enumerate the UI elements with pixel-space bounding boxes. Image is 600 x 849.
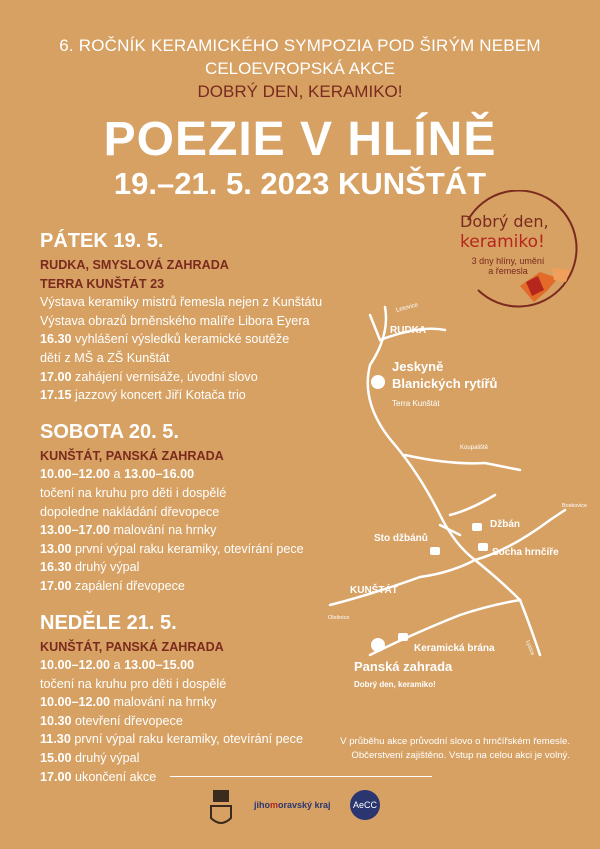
map-label-koupaliste: Koupaliště bbox=[460, 445, 489, 451]
page-subtitle: 19.–21. 5. 2023 KUNŠTÁT bbox=[113, 166, 487, 201]
item-text: Výstava obrazů brněnského malíře Libora Eyera bbox=[40, 313, 310, 328]
header-line-3: DOBRÝ DEN, KERAMIKO! bbox=[197, 82, 403, 101]
venue: RUDKA, SMYSLOVÁ ZAHRADA bbox=[40, 258, 229, 272]
item-time-2: 13.00–15.00 bbox=[124, 658, 195, 673]
map-label-dobry: Dobrý den, keramiko! bbox=[354, 680, 436, 689]
item-time: 10.30 bbox=[40, 713, 72, 728]
item-time: 17.00 bbox=[40, 369, 72, 384]
sponsor-aecc-logo: AeCC bbox=[350, 790, 380, 820]
item-text: otevření dřevopece bbox=[75, 713, 183, 728]
item-text: malování na hrnky bbox=[113, 695, 217, 710]
item-text: malování na hrnky bbox=[113, 523, 217, 538]
item-mid: a bbox=[110, 658, 125, 673]
item-time: 13.00 bbox=[40, 541, 72, 556]
item-text: vyhlášení výsledků keramické soutěže bbox=[75, 332, 290, 347]
kraj-rest: oravský kraj bbox=[278, 800, 331, 810]
venue: TERRA KUNŠTÁT 23 bbox=[40, 276, 165, 291]
item-time: 11.30 bbox=[40, 732, 71, 747]
item-text: druhý výpal bbox=[75, 560, 140, 575]
item-text: zahájení vernisáže, úvodní slovo bbox=[75, 369, 258, 384]
footer-note bbox=[300, 735, 570, 763]
kraj-m: m bbox=[270, 800, 279, 810]
logo-line-1: Dobrý den, bbox=[460, 212, 549, 231]
venue: KUNŠTÁT, PANSKÁ ZAHRADA bbox=[40, 448, 224, 463]
item-text: točení na kruhu pro děti i dospělé bbox=[40, 676, 227, 691]
map-label-olesnice: Olešnice bbox=[328, 615, 350, 621]
map-label-brana: Keramická brána bbox=[414, 643, 495, 654]
map-label-rudka: RUDKA bbox=[390, 325, 427, 336]
item-text: první výpal raku keramiky, otevírání pece bbox=[75, 541, 304, 556]
item-time: 16.30 bbox=[40, 560, 72, 575]
item-text: druhý výpal bbox=[75, 751, 140, 766]
map-label-jeskyne-2: Blanických rytířů bbox=[392, 376, 498, 391]
item-time: 17.15 bbox=[40, 388, 72, 403]
map-label-terra: Terra Kunštát bbox=[392, 399, 440, 408]
item-time: 16.30 bbox=[40, 332, 72, 347]
map-label-jeskyne-1: Jeskyně bbox=[392, 359, 444, 374]
map-label-sto-dzbanu: Sto džbánů bbox=[374, 533, 428, 544]
map-label-lysice: Lysice bbox=[524, 639, 536, 657]
day-title: SOBOTA 20. 5. bbox=[40, 420, 179, 443]
item-time: 10.00–12.00 bbox=[40, 467, 111, 482]
item-time-2: 13.00–16.00 bbox=[124, 467, 195, 482]
item-text: Výstava keramiky mistrů řemesla nejen z Kunštátu bbox=[40, 295, 323, 310]
map-label-socha: Socha hrnčíře bbox=[492, 547, 559, 558]
kraj-prefix: jiho bbox=[254, 800, 270, 810]
item-text: ukončení akce bbox=[75, 769, 157, 784]
coat-of-arms-icon bbox=[208, 788, 234, 828]
header-line-1: 6. ROČNÍK KERAMICKÉHO SYMPOZIA POD ŠIRÝM NEBEM bbox=[59, 36, 541, 55]
route-map bbox=[310, 295, 600, 715]
map-label-boskovice: Boskovice bbox=[562, 503, 588, 509]
logo-line-2: keramiko! bbox=[460, 232, 545, 252]
item-text: dětí z MŠ a ZŠ Kunštát bbox=[40, 350, 170, 365]
note-line-1: V průběhu akce průvodní slovo o hrnčířském řemesle. bbox=[340, 736, 570, 747]
item-text: zapálení dřevopece bbox=[75, 578, 185, 593]
item-time: 17.00 bbox=[40, 769, 72, 784]
sponsor-kraj bbox=[254, 800, 331, 810]
item-text: první výpal raku keramiky, otevírání pece bbox=[74, 732, 303, 747]
page-title: POEZIE V HLÍNĚ bbox=[103, 113, 497, 166]
note-line-2: Občerstvení zajištěno. Vstup na celou akci je volný. bbox=[351, 750, 570, 761]
map-label-panska: Panská zahrada bbox=[354, 659, 453, 674]
header-line-2: CELOEVROPSKÁ AKCE bbox=[205, 59, 395, 78]
day-title: PÁTEK 19. 5. bbox=[40, 230, 164, 252]
item-time: 10.00–12.00 bbox=[40, 695, 111, 710]
item-text: jazzový koncert Jiří Kotača trio bbox=[75, 388, 246, 403]
item-time: 10.00–12.00 bbox=[40, 658, 111, 673]
map-label-dzban: Džbán bbox=[490, 519, 520, 530]
item-time: 13.00–17.00 bbox=[40, 523, 111, 538]
venue: KUNŠTÁT, PANSKÁ ZAHRADA bbox=[40, 639, 224, 654]
map-label-kunstat: KUNŠTÁT bbox=[350, 585, 398, 596]
item-time: 17.00 bbox=[40, 578, 72, 593]
item-text: točení na kruhu pro děti i dospělé bbox=[40, 485, 227, 500]
divider bbox=[170, 776, 432, 777]
item-mid: a bbox=[110, 467, 125, 482]
item-time: 15.00 bbox=[40, 751, 72, 766]
item-text: dopoledne nakládání dřevopece bbox=[40, 504, 220, 519]
logo-line-3: 3 dny hlíny, umění a řemesla bbox=[471, 256, 545, 276]
day-title: NEDĚLE 21. 5. bbox=[40, 611, 177, 634]
map-label-letovice: Letovice bbox=[395, 302, 419, 314]
